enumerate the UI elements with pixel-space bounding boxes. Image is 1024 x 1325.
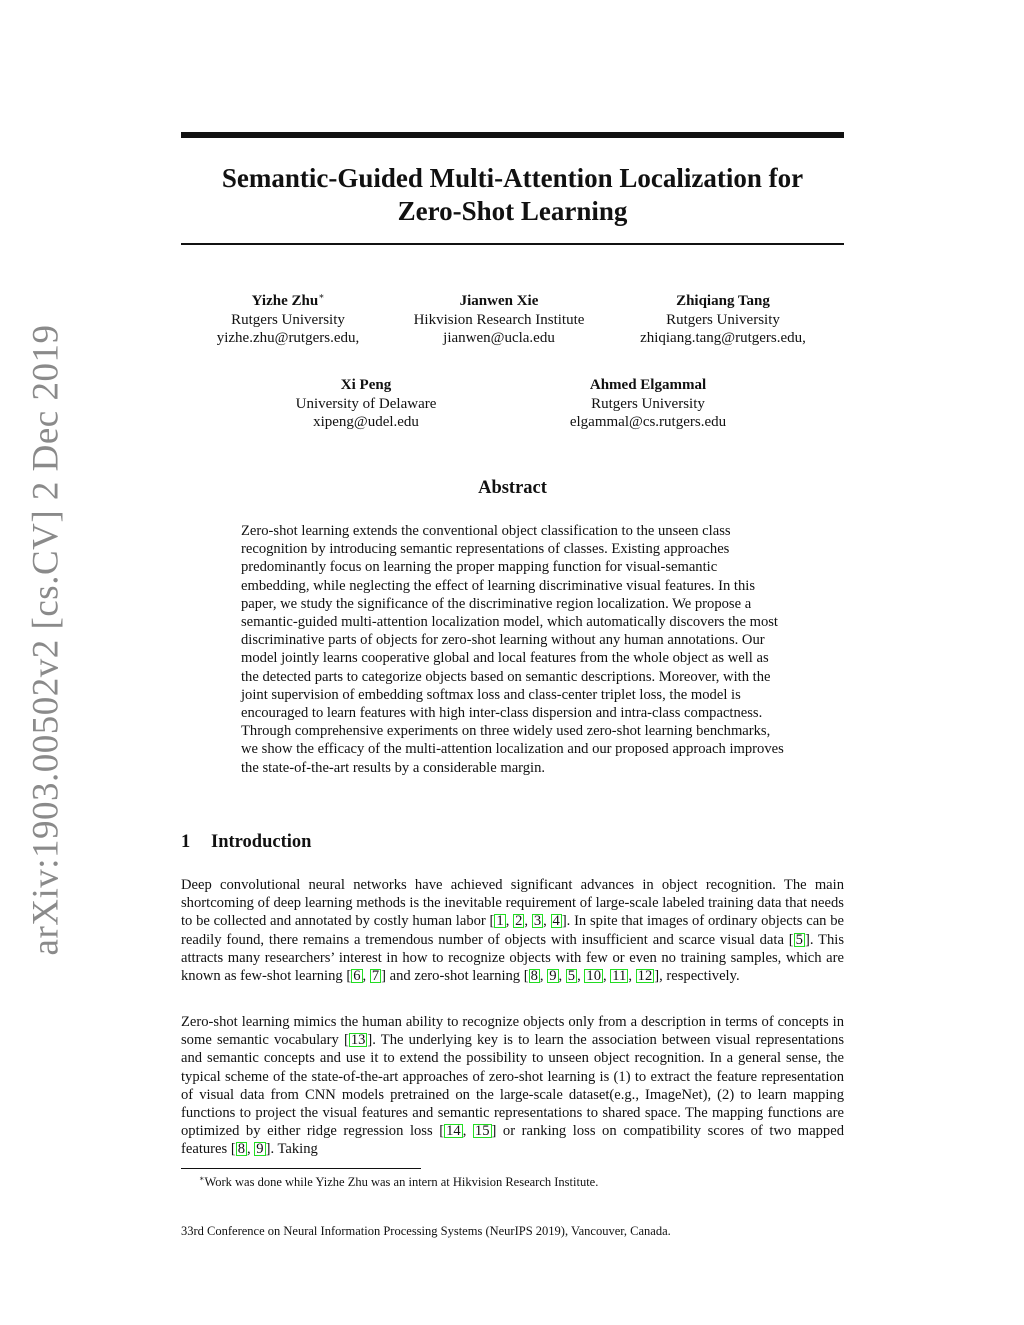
abstract-text: Zero-shot learning extends the conventional object classification to the unseen class recognition by introducing semantic representations of classes. Existing approaches predominantly focus on learning the proper mapping function for visual-semantic embedding, while neglecting the effect of learning discriminative visual features. In this paper, we study the significance of the discriminative region localization. We propose a semantic-guided multi-attention localization model, which automatically discovers the most discriminative parts of objects for zero-shot learning without any human annotations. Our model jointly learns cooperative global and local features from the whole object as well as the detected parts to categorize objects based on semantic descriptions. Moreover, with the joint supervision of embedding softmax loss and class-center triplet loss, the model is encouraged to learn features with high inter-class dispersion and intra-class compactness. Through comprehensive experiments on three widely used zero-shot learning benchmarks, we show the efficacy of the multi-attention localization and our proposed approach improves the state-of-the-art results by a considerable margin. bbox=[241, 523, 784, 776]
author-affiliation: Hikvision Research Institute bbox=[413, 311, 585, 328]
citation-link[interactable]: 2 bbox=[515, 913, 523, 930]
title-line-1: Semantic-Guided Multi-Attention Localization for bbox=[221, 163, 804, 193]
footnote bbox=[199, 1174, 598, 1190]
citation-link[interactable]: 11 bbox=[612, 968, 627, 985]
section-title: Introduction bbox=[211, 832, 312, 852]
author-name: Yizhe Zhu bbox=[251, 293, 319, 309]
author-block bbox=[266, 376, 466, 432]
citation-link[interactable]: 12 bbox=[637, 968, 653, 985]
author-email: yizhe.zhu@rutgers.edu, bbox=[216, 330, 360, 346]
arxiv-identifier: arXiv:1903.00502v2 [cs.CV] 2 Dec 2019 bbox=[25, 324, 67, 956]
citation-link[interactable]: 10 bbox=[586, 968, 601, 985]
citation-link[interactable]: 5 bbox=[795, 931, 803, 948]
author-name: Jianwen Xie bbox=[459, 293, 539, 309]
intro-paragraph: Deep convolutional neural networks have achieved significant advances in object recognition. The main shortcoming of deep learning methods is the inevitable requirement of large-scale labeled training data that needs to be collected and annotated by costly human labor [ 1 , 2 , 3 , 4 ]. In spite that images of ordinary objects can be readily found, there remains a tremendous number of objects with insufficient and scarce visual data [ 5 ]. This attracts many researchers’ interest in how to recognize objects with few or even no training samples, which are known as few-shot learning [ 6 , 7 ] and zero-shot learning [ 8 , 9 , 5 , 10 , 11 , 12 ], respectively. bbox=[181, 877, 845, 985]
citation-link[interactable]: 7 bbox=[371, 968, 380, 985]
author-block bbox=[613, 292, 833, 348]
author-email: zhiqiang.tang@rutgers.edu, bbox=[640, 330, 806, 346]
citation-link[interactable]: 6 bbox=[353, 968, 361, 985]
author-name: Ahmed Elgammal bbox=[589, 377, 707, 393]
citation-link[interactable]: 9 bbox=[256, 1141, 264, 1158]
citation-link[interactable]: 8 bbox=[530, 968, 538, 985]
title-bottom-rule bbox=[181, 243, 844, 245]
author-name: Zhiqiang Tang bbox=[676, 293, 770, 309]
citation-link[interactable]: 13 bbox=[350, 1032, 366, 1049]
section-number: 1 bbox=[181, 832, 191, 852]
citation-link[interactable]: 14 bbox=[446, 1123, 461, 1140]
citation-link[interactable]: 3 bbox=[533, 913, 542, 930]
title-line-2: Zero-Shot Learning bbox=[397, 196, 628, 226]
author-block bbox=[389, 292, 609, 348]
intro-paragraph: Zero-shot learning mimics the human ability to recognize objects only from a description in terms of concepts in some semantic vocabulary [ 13 ]. The underlying key is to learn the association between visual representations and semantic concepts and use it to extend the possibility to unseen object recognition. In a general sense, the typical scheme of the state-of-the-art approaches of zero-shot learning is (1) to extract the feature representation of visual data from CNN models pretrained on the large-scale dataset(e.g., ImageNet), (2) to learn mapping functions to project the visual features and semantic representations to shared space. The mapping functions are optimized by either ridge regression loss [ 14 , 15 ] or ranking loss on compatibility scores of two mapped features [ 8 , 9 ]. Taking bbox=[181, 1014, 845, 1158]
author-affiliation: Rutgers University bbox=[666, 311, 780, 328]
citation-link[interactable]: 15 bbox=[474, 1123, 490, 1140]
author-email: xipeng@udel.edu bbox=[313, 414, 419, 430]
author-email: jianwen@ucla.edu bbox=[443, 330, 555, 346]
paper-title bbox=[181, 162, 844, 228]
citation-link[interactable]: 5 bbox=[567, 968, 576, 985]
abstract-heading: Abstract bbox=[478, 478, 547, 498]
author-email: elgammal@cs.rutgers.edu bbox=[569, 414, 727, 430]
author-block bbox=[538, 376, 758, 432]
conference-note: 33rd Conference on Neural Information Processing Systems (NeurIPS 2019), Vancouver, Canada. bbox=[181, 1224, 671, 1238]
footnote-marker: ∗ bbox=[199, 1174, 205, 1183]
author-block bbox=[188, 292, 388, 348]
citation-link[interactable]: 1 bbox=[496, 913, 504, 930]
author-name: Xi Peng bbox=[340, 377, 392, 393]
section-heading bbox=[181, 832, 311, 853]
author-affiliation: Rutgers University bbox=[591, 395, 705, 412]
footnote-text: Work was done while Yizhe Zhu was an intern at Hikvision Research Institute. bbox=[204, 1175, 599, 1189]
title-top-rule bbox=[181, 132, 844, 138]
author-affiliation: Rutgers University bbox=[231, 311, 345, 328]
citation-link[interactable]: 8 bbox=[237, 1141, 245, 1158]
citation-link[interactable]: 9 bbox=[549, 968, 557, 985]
author-footnote-marker: ∗ bbox=[318, 291, 325, 301]
footnote-rule bbox=[181, 1168, 421, 1169]
author-affiliation: University of Delaware bbox=[295, 395, 437, 412]
citation-link[interactable]: 4 bbox=[552, 913, 560, 930]
